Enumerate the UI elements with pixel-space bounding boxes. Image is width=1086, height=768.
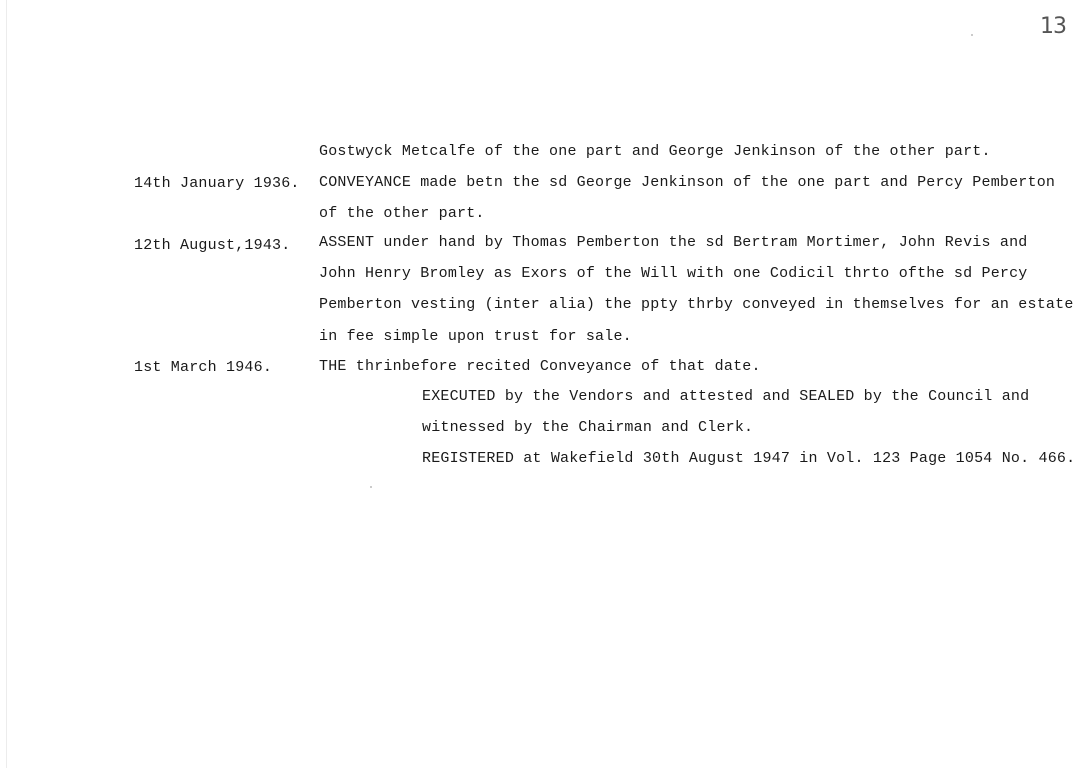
page-edge-shadow [6, 0, 7, 768]
entry-0-line-0: Gostwyck Metcalfe of the one part and George Jenkinson of the other part. [319, 143, 991, 160]
entry-1-line-1: of the other part. [319, 205, 485, 222]
entry-2-line-3: in fee simple upon trust for sale. [319, 328, 632, 345]
entry-3-date: 1st March 1946. [134, 359, 273, 376]
entry-3-line-0: THE thrinbefore recited Conveyance of that date. [319, 358, 761, 375]
execution-line-0: EXECUTED by the Vendors and attested and SEALED by the Council and [422, 388, 1030, 405]
entry-1-date: 14th January 1936. [134, 175, 300, 192]
page-number: 13 [1040, 14, 1066, 39]
scan-speck [370, 486, 372, 488]
entry-2-date: 12th August,1943. [134, 237, 291, 254]
registration-line: REGISTERED at Wakefield 30th August 1947 in Vol. 123 Page 1054 No. 466. [422, 450, 1076, 467]
entry-2-line-2: Pemberton vesting (inter alia) the ppty thrby conveyed in themselves for an estate [319, 296, 1074, 313]
entry-2-line-0: ASSENT under hand by Thomas Pemberton the sd Bertram Mortimer, John Revis and [319, 234, 1028, 251]
scan-speck [971, 34, 973, 36]
execution-line-1: witnessed by the Chairman and Clerk. [422, 419, 754, 436]
entry-1-line-0: CONVEYANCE made betn the sd George Jenkinson of the one part and Percy Pemberton [319, 174, 1056, 191]
entry-2-line-1: John Henry Bromley as Exors of the Will with one Codicil thrto ofthe sd Percy [319, 265, 1028, 282]
